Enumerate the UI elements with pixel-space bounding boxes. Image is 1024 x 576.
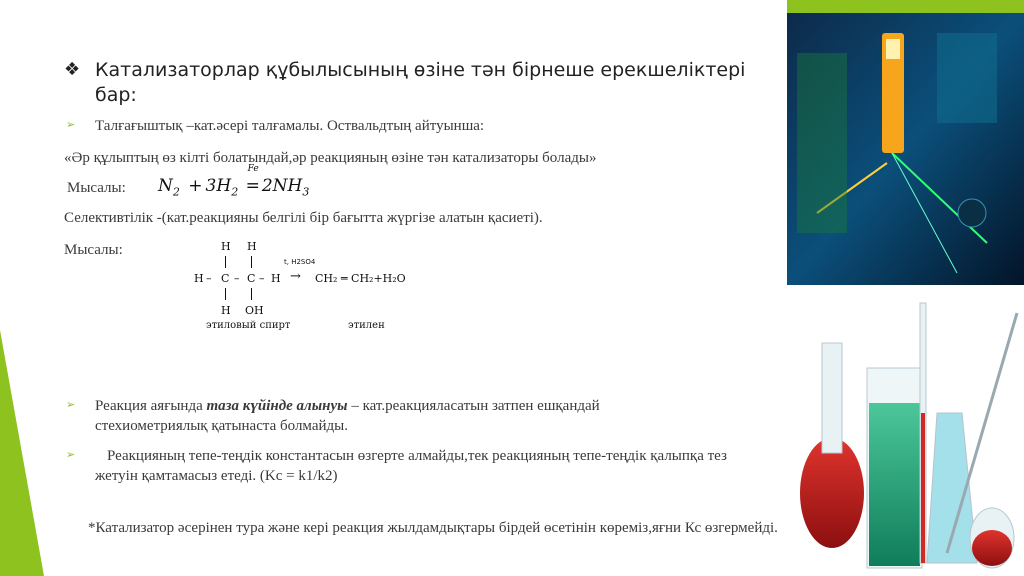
arrow-bullet-icon: ➢ [66,448,76,461]
laser-lab-photo [787,13,1024,285]
slide-title: Катализаторлар құбылысының өзіне тән бірнеше ерекшеліктері бар: [95,59,746,106]
left-green-wedge [0,330,44,576]
ethanol-dehydration-scheme: H H H – C – C – H t, H2SO4 → CH₂ ═ CH₂+H₂O H OH этиловый спирт этилен [194,240,406,331]
ostwald-quote: «Әр құлыптың өз кілті болатындай,әр реакцияның өзіне тән катализаторы болады» [64,150,597,166]
selectivity-definition: Селективтілік -(кат.реакцияны белгілі бір бағытта жүргізе алатын қасиеті). [64,210,543,226]
title-bullet-icon: ❖ [64,59,81,80]
lab-photos [787,13,1024,576]
reaction-arrow: → [290,269,301,284]
arrow-bullet-icon: ➢ [66,118,76,131]
glassware-photo [787,289,1024,576]
footnote: *Катализатор әсерінен тура және кері реакция жылдамдықтары бірдей өсетінін көреміз,яғни Кс өзгермейді. [88,520,778,536]
reaction-condition: t, H2SO4 [284,258,316,266]
ammonia-formula: $N_2 + 3H_2$ Fe = $2NH_3$ [158,164,310,199]
selectivity-line: Талғағыштық –кат.әсері талғамалы. Оствальдтың айтуынша: [95,118,485,134]
arrow-bullet-icon: ➢ [66,398,76,411]
example-label-1: Мысалы: [67,180,126,196]
product-name: этилен [348,320,385,331]
reaction-product: CH₂ ═ CH₂+H₂O [315,272,406,285]
reactant-name: этиловый спирт [206,320,291,331]
bullet-pure-state: Реакция аяғында таза күйінде алынуы – кат.реакцияласатын затпен ешқандай стехиометриялық қатынаста болмайды. [95,398,600,434]
bullet-equilibrium: Реакцияның тепе-теңдік константасын өзгерте алмайды,тек реакцияның тепе-теңдік қалыпқа тез жетуін қамтамасыз етеді. (Kc = k1/k2) [95,448,727,484]
example-label-2: Мысалы: [64,242,123,258]
catalyst-label: Fe [247,164,259,174]
top-green-bar [787,0,1024,13]
